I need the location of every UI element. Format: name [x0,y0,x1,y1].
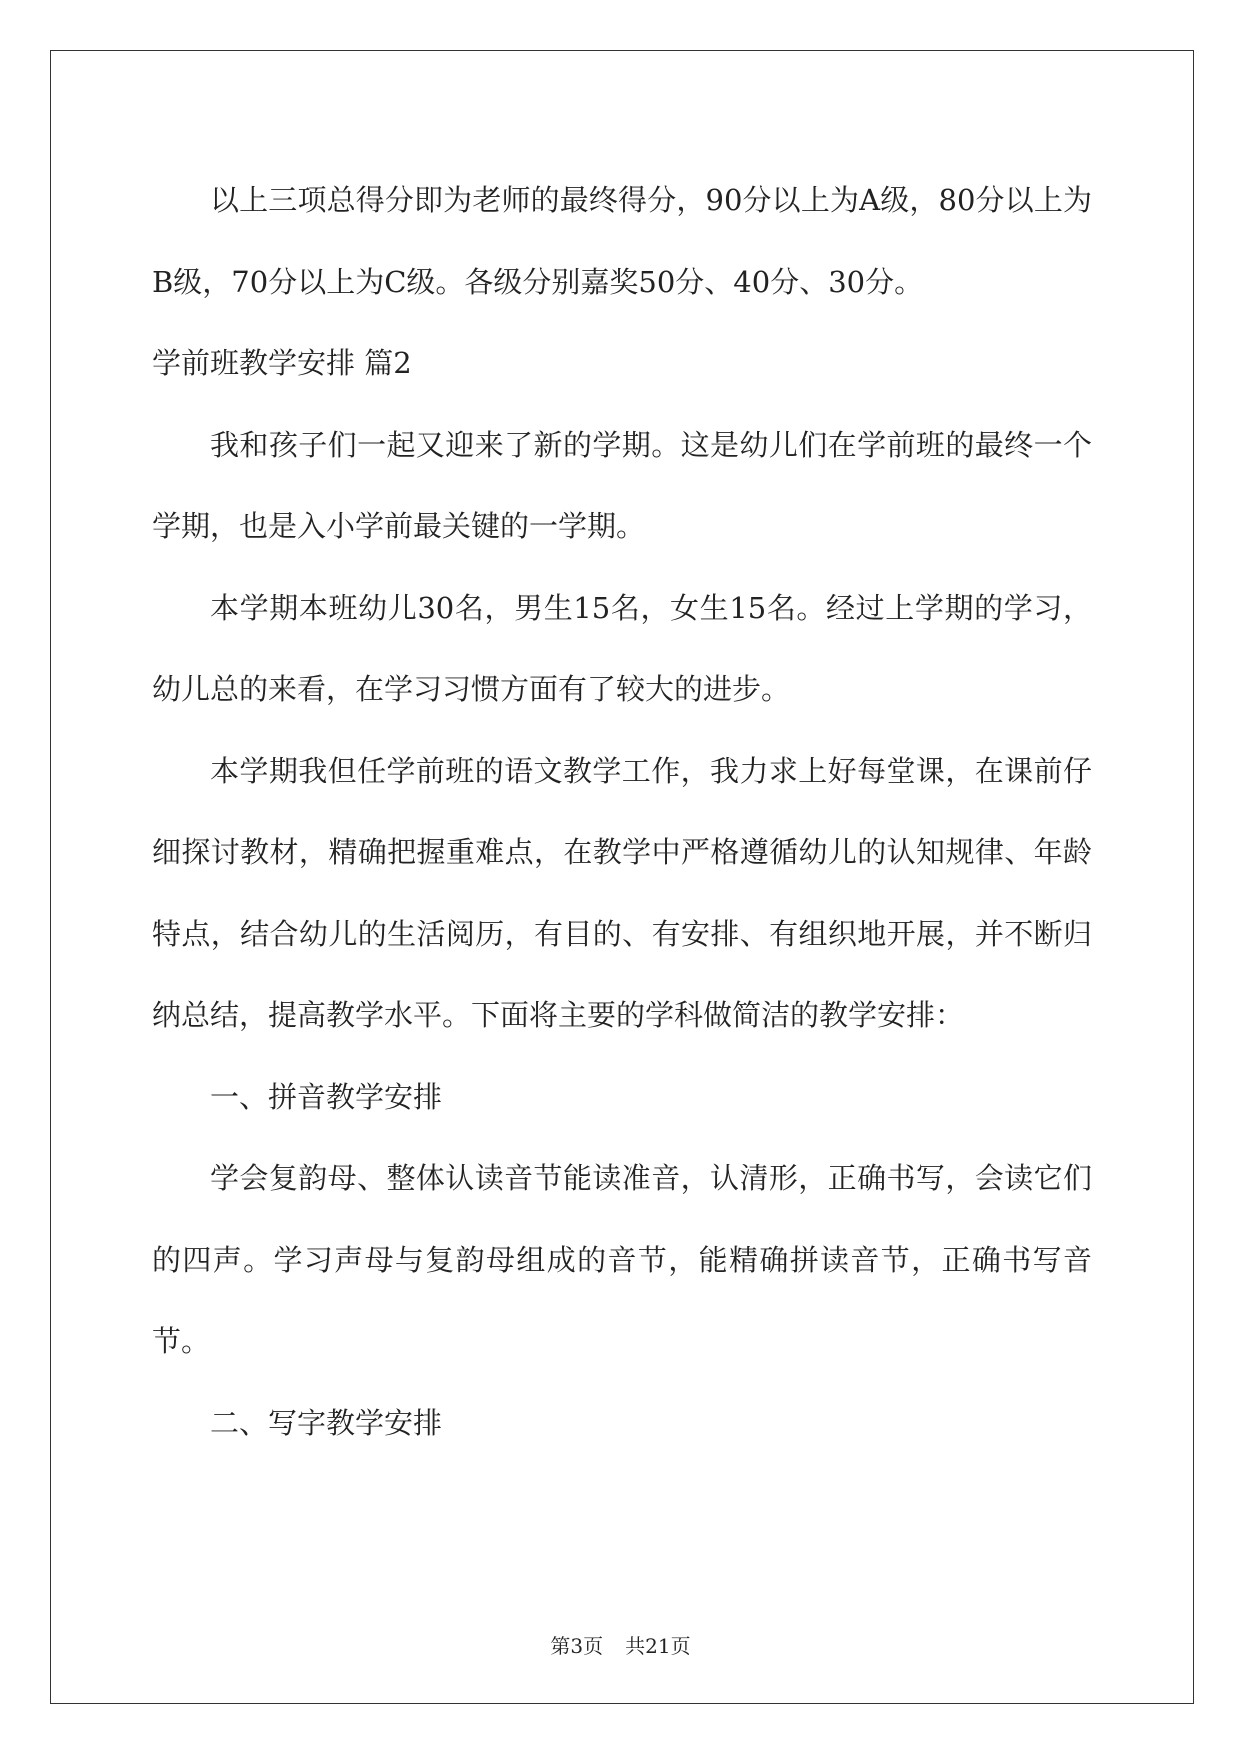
document-body [152,160,1092,1464]
paragraph-class-info: 本学期本班幼儿30名，男生15名，女生15名。经过上学期的学习，幼儿总的来看，在学习习惯方面有了较大的进步。 [152,590,1092,706]
paragraph-intro: 我和孩子们一起又迎来了新的学期。这是幼儿们在学前班的最终一个学期，也是入小学前最关键的一学期。 [152,427,1092,543]
page-total: 共21页 [625,1634,691,1658]
subheading-writing: 二、写字教学安排 [210,1405,443,1440]
page-number: 第3页 [550,1634,604,1658]
paragraph-scoring-summary: 以上三项总得分即为老师的最终得分，90分以上为A级，80分以上为B级，70分以上为C级。各级分别嘉奖50分、40分、30分。 [152,183,1092,299]
section-heading: 学前班教学安排 篇2 [152,346,412,380]
subheading-pinyin: 一、拼音教学安排 [210,1079,443,1114]
page-footer [0,1630,1241,1659]
paragraph-teaching-work: 本学期我但任学前班的语文教学工作，我力求上好每堂课，在课前仔细探讨教材，精确把握重难点，在教学中严格遵循幼儿的认知规律、年龄特点，结合幼儿的生活阅历，有目的、有安排、有组织地开展，并不断归纳总结，提高教学水平。下面将主要的学科做简洁的教学安排： [152,753,1092,1032]
paragraph-pinyin-plan: 学会复韵母、整体认读音节能读准音，认清形，正确书写，会读它们的四声。学习声母与复韵母组成的音节，能精确拼读音节，正确书写音节。 [152,1161,1092,1358]
